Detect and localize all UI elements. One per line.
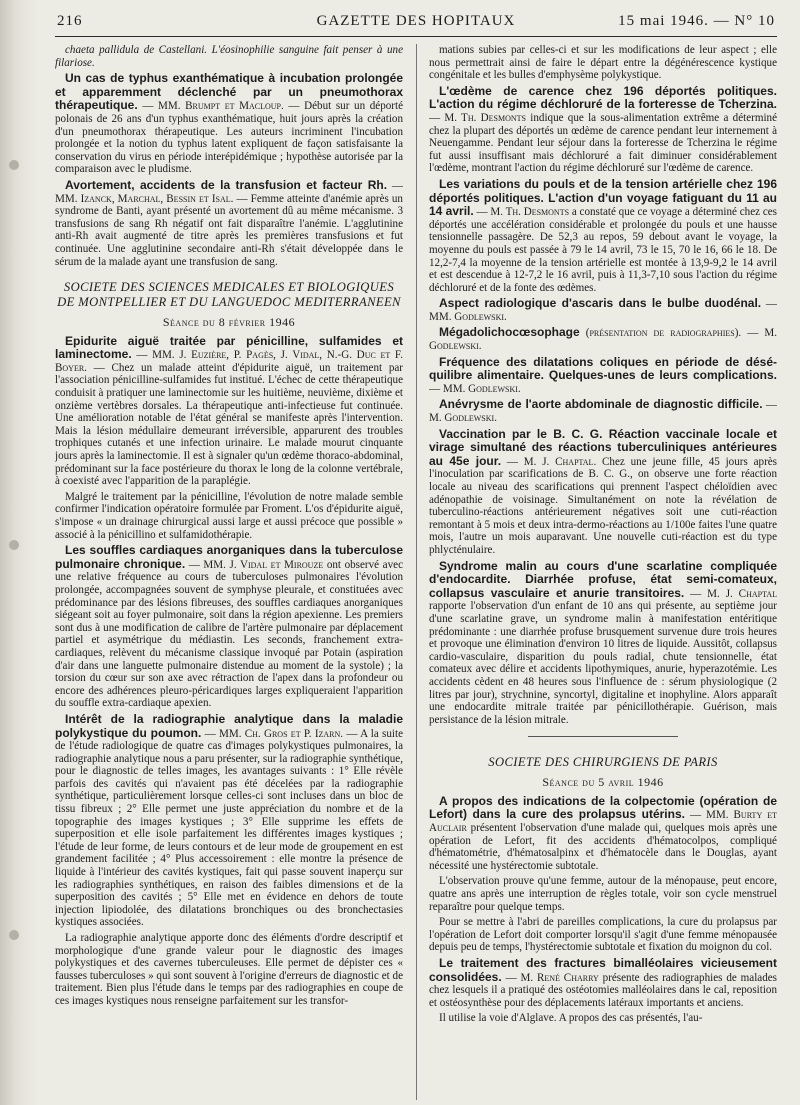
article-title: Vaccination par le B. C. G. Réaction vaccinale locale et virage simultané des réactions tuberculiniques antérieures au 45e jour. xyxy=(429,426,777,468)
left-column xyxy=(55,44,403,1100)
article-paragraph: Il utilise la voie d'Alglave. A propos des cas présentés, l'au- xyxy=(439,1012,703,1025)
article-authors: — M. Th. Desmonts xyxy=(429,111,526,124)
article-paragraph: L'observation prouve qu'une femme, autour de la ménopause, peut encore, quatre ans après une interruption de règles totale, voir son cycle menstruel reparaître pour quelque temps. xyxy=(429,875,777,913)
article xyxy=(429,795,777,873)
article-authors: (présentation de radiographies). — M. Godlewski. xyxy=(429,327,777,353)
section-divider xyxy=(528,736,678,737)
journal-title: GAZETTE DES HOPITAUX xyxy=(316,13,516,29)
article xyxy=(429,428,777,557)
binding-hole xyxy=(9,930,19,940)
article-title: Aspect radiologique d'ascaris dans le bulbe duodénal. xyxy=(439,296,762,311)
article-title: Mégadolichocœsophage xyxy=(439,325,580,340)
intro-paragraph: chaeta pallidula de Castellani. L'éosinophilie sanguine fait penser à une filariose. xyxy=(55,44,403,69)
article-body: indique que la sous-alimentation extrême a déterminé chez la plupart des déportés un œdème de carence pendant leur internement à Neuengamme. Pendant leur séjour dans la forteresse de Tcherzina le régime fut aussi insuffisant mais déchloruré a fait diminuer considérablement l'œdème, montrant l'action du régime déchloruré sur l'œdème de carence. xyxy=(429,111,777,175)
article-authors: — MM. J. Vidal et Mirouze xyxy=(188,558,324,571)
article-title: Les souffles cardiaques anorganiques dans la tuberculose pulmonaire chronique. xyxy=(55,543,403,571)
article xyxy=(55,179,403,268)
article-authors: — M. J. Chaptal. xyxy=(506,455,597,468)
article-body: rapporte l'observation d'un enfant de 10 ans qui présente, au septième jour d'une scarlatine grave, un syndrome malin à manifestation entéritique prédominante : une diarrhée profuse brusquement survenue dure trois heures et provoque une élimination d'environ 10 litres de liquide. Aussitôt, collapsus cardio-vasculaire, disparition du pouls radial, chute tensionnelle, état comateux avec délire et accidents lipothymiques, anurie, hyperazotémie. Les accidents cèdent en 48 heures sous l'influence de : sérum physiologique (2 litres par jour), strychnine, syncortyl, digitaline et inophyline. Alors apparaît une endocardite mitrale traitée par pénicillothérapie. Guérison, mais persistance de la lésion mitrale. xyxy=(429,600,777,726)
article xyxy=(429,297,777,323)
article-authors: — MM. Godlewski. xyxy=(429,298,777,323)
session-date: Séance du 5 avril 1946 xyxy=(542,775,664,790)
binding-hole xyxy=(9,540,19,550)
right-column xyxy=(429,44,777,1100)
article xyxy=(55,335,403,488)
article-body: présente des radiographies de malades chez lesquels il a pratiqué des ostéotomies malléolaires dans le cal, reposition et ostéosynthèse pour des déplacements latéraux importants et anciens. xyxy=(429,971,777,1009)
article-title: Intérêt de la radiographie analytique dans la maladie polykystique du poumon. xyxy=(55,711,403,740)
article-body: A la suite de l'étude radiologique de quatre cas d'images polykystiques pulmonaires, la radiographie analytique nous a paru présenter, sur la radiographie synthétique, pour le diagnostic de telles images, les avantages suivants : 1° Elle révèle parfois des cavités qui n'avaient pas été décelées par la radiographie synthétique, particulièrement lorsque celles-ci sont incluses dans un bloc de tissu fibreux ; 2° Elle permet une juste appréciation du nombre et de la topographie des images kystiques ; 3° Elle supprime les effets de superposition et elle isole parfaitement les différentes images kystiques ; l'étude de leur forme, de leurs contours et de leur mode de groupement en est grandement facilitée ; 4° Plus accessoirement : elle montre la présence de liquide à l'intérieur des cavités kystiques, fait qui passe souvent inaperçu sur les radiographies synthétiques, en raison des faibles dimensions et de la superposition des cavités ; 5° Elle met en évidence en dehors de toute injection lipiodolée, des dilatations bronchiques ou des bronchectasies kystiques associées. xyxy=(55,727,403,929)
columns xyxy=(55,44,777,1100)
article-authors: — M. J. Chaptal xyxy=(690,587,777,600)
article-title: Les variations du pouls et de la tension artérielle chez 196 déportés politiques. L'action d'un voyage fatiguant du 11 au 14 avril. xyxy=(429,176,777,219)
article-title: Epidurite aiguë traitée par pénicilline, sulfamides et laminectome. xyxy=(55,333,403,362)
article-body: présentent l'observation d'une malade qui, quelques mois après une opération de Lefort, fit des accidents d'hématocolpos, compliqué d'hématométrie, d'hématosalpinx et d'hématocèle dans le Douglas, ayant nécessité une hystérectomie subtotale. xyxy=(429,822,777,872)
article-title: Fréquence des dilatations coliques en période de désé-quilibre alimentaire. Quelques-unes de leurs complications. xyxy=(429,354,777,383)
article xyxy=(429,326,777,352)
article-title: Avortement, accidents de la transfusion et facteur Rh. xyxy=(65,177,388,192)
article-title: Un cas de typhus exanthématique à incubation prolongée et apparemment déclenché par un pneumothorax thérapeutique. xyxy=(55,71,403,113)
society-heading: SOCIETE DES CHIRURGIENS DE PARIS xyxy=(488,755,718,770)
article-body: Début sur un déporté polonais de 26 ans d'un typhus exanthématique, huit jours après la création d'un pneumothorax thérapeutique. Les auteurs incriminent l'incubation prolongée et la notion du typhus latent expliquent de façon satisfaisante la conservation du virus en période interépidémique ; hypothèse autorisée par la comparaison avec le pludisme. xyxy=(55,100,403,176)
article-paragraph: Malgré le traitement par la pénicilline, l'évolution de notre malade semble confirmer l'indication opératoire formulée par Froment. L'os d'épidurite aiguë, s'impose « un drainage chirurgical aussi large et aussi précoce que possible » associé à la pénicillino et sulfamidothérapie. xyxy=(55,490,403,541)
article-authors: — MM. Godlewski. xyxy=(429,382,521,395)
article-authors: — MM. Izanck, Marchal, Bessin et Isal. — xyxy=(55,179,403,205)
article-title: Le traitement des fractures bimalléolaires vicieusement consolidées. xyxy=(429,956,777,984)
article-body: a constaté que ce voyage a déterminé chez ces déportés une accélération considérable et prolongée du pouls et une hausse tensionnelle passagère. De 52,3 au repos, 59 debout avant le voyage, la moyenne du pouls est passée à 79 le 14 avril, 73 le 15, 70 le 16, 66 le 18. De 12,2-7,4 la moyenne de la tension artérielle est montée à 13,9-9,2 le 14 avril et est descendue à 12-7,2 le 16 avril, puis à 11,3-7,10 sous l'action du régime déchloruré et de la fonte des œdèmes. xyxy=(429,206,777,294)
journal-page xyxy=(55,10,777,1100)
article-body: Femme atteinte d'anémie après un syndrome de Banti, ayant présenté un avortement dû au même mécanisme. 3 transfusions de sang Rh négatif ont fait disparaître l'anémie. L'agglutinine anti-Rh avait augmenté de titre après les premières transfusions et fut continuée. Une agglutinine secondaire anti-Rh s'était développée dans le sérum de la malade ayant une transfusion de sang. xyxy=(55,192,403,268)
article-authors: — MM. Burty et Auclair xyxy=(429,809,777,835)
binding-hole xyxy=(9,160,19,170)
article-title: Anévrysme de l'aorte abdominale de diagnostic difficile. xyxy=(439,397,763,412)
running-header xyxy=(55,10,777,37)
article xyxy=(429,560,777,727)
continued-paragraph: mations subies par celles-ci et sur les modifications de leur aspect ; elle nous permettrait ainsi de faire le départ entre la dégénérescence kystique congénitale et les bulles d'emphysème polykystique. xyxy=(429,44,777,82)
column-rule xyxy=(416,44,417,1100)
article-body: Chez une jeune fille, 45 jours après l'inoculation par scarifications de B. C. G., on observe une forte réaction locale au niveau des scarifications qui prennent l'aspect chéloïdien avec adénopathie de voisinage. Simultanément on note la révélation de tuberculino-réactions antérieurement négatives soit une cuti-réaction remontant à 5 mois et deux intra-dermo-réactions au 1/100e faites l'une quatre mois, l'autre un mois auparavant. Une nouvelle cuti-réaction est du type phlycténulaire. xyxy=(429,455,777,556)
article xyxy=(55,544,403,710)
article-authors: — MM. Brumpt et Macloup. — xyxy=(142,100,300,113)
article-title: A propos des indications de la colpectomie (opération de Lefort) dans la cure des prolapsus utérins. xyxy=(429,793,777,822)
issue-date: 15 mai 1946. — N° 10 xyxy=(618,13,775,29)
article xyxy=(429,398,777,424)
article-title: L'œdème de carence chez 196 déportés politiques. L'action du régime déchloruré de la forteresse de Tcherzina. xyxy=(429,83,777,112)
article xyxy=(55,72,403,176)
article-authors: — M. Godlewski. xyxy=(429,399,777,425)
article-authors: — MM. J. Euzière, P. Pagès, J. Vidal, N.-G. Duc et F. Boyer. — xyxy=(55,349,403,374)
article-authors: — MM. Ch. Gros et P. Izarn. — xyxy=(204,727,358,740)
article xyxy=(429,957,777,1009)
article xyxy=(429,356,777,396)
article xyxy=(429,85,777,175)
article-authors: — M. Th. Desmonts xyxy=(476,206,570,219)
article xyxy=(55,713,403,929)
article-paragraph: La radiographie analytique apporte donc des éléments d'ordre descriptif et morphologique d'une grande valeur pour le diagnostic des images polykystiques et des cavernes tuberculeuses. Elle permet de dépister ces « fausses tuberculoses » qui sont souvent à l'origine d'erreurs de diagnostic et de traitement. Bien plus l'étude dans le temps par des radiographies en coupe de ces images kystiques nous renseigne parfaitement sur les transfor- xyxy=(55,932,403,1007)
article-body: Chez un malade atteint d'épidurite aiguë, un traitement par l'association pénicilline-sulfamides fut institué. L'échec de cette thérapeutique conduisit à pratiquer une laminectomie sur les huitième, neuvième, dixième et onzième vertèbres dorsales. La thérapeutique anti-infectieuse fut continuée. Une amélioration notable de l'état général se manifeste après l'intervention. Mais la lésion médullaire demeurant irréversible, apparurent des troubles trophiques cutanés et une infection urinaire. Le malade mourut cinquante jours après la laminectomie. Il est à signaler qu'un œdème thoraco-abdominal, prédominant sur la face postérieure du thorax le long de la colonne vertébrale, à coexisté avec l'apparition de la paraplégie. xyxy=(55,361,403,488)
article-authors: — M. René Charry xyxy=(505,971,599,984)
article-body: ont observé avec une relative fréquence au cours de tuberculoses pulmonaires l'évolution prolongée, accompagnées souvent de symphyse pleurale, et constituées avec prédominance par des lésions fibreuses, des souffles cardiaques anorganiques siégeant soit au foyer pulmonaire, soit dans la région apexienne. Les premiers sont dus à une modification de calibre de l'artère pulmonaire par déplacement partiel et asymétrique du médiastin. Les seconds, franchement extra-cardiaques, relèvent du mécanisme classique invoqué par Potain (aspiration d'air dans une languette pulmonaire distendue au moment de la systole) ; la torsion du cœur sur son axe avec rétraction de l'apex dans la profondeur ou encore des adhérences pleuro-péricardiques larges expliqueraient l'apparition du souffle extra-cardiaque apexien. xyxy=(55,558,403,710)
session-date: Séance du 8 février 1946 xyxy=(162,315,296,330)
article-paragraph: Pour se mettre à l'abri de pareilles complications, la cure du prolapsus par l'opération de Lefort doit comporter lorsqu'il s'agit d'une femme ménopausée depuis peu de temps, l'hystérectomie subtotale et fixation du moignon du col. xyxy=(429,916,777,954)
page-number: 216 xyxy=(57,13,83,29)
binding-edge xyxy=(0,0,38,1105)
article xyxy=(429,178,777,294)
article-title: Syndrome malin au cours d'une scarlatine compliquée d'endocardite. Diarrhée profuse, état semi-comateux, collapsus vasculaire et anurie transitoires. xyxy=(429,558,777,600)
society-heading: SOCIETE DES SCIENCES MEDICALES ET BIOLOGIQUES DE MONTPELLIER ET DU LANGUEDOC MEDITERRANEEN xyxy=(57,280,401,310)
